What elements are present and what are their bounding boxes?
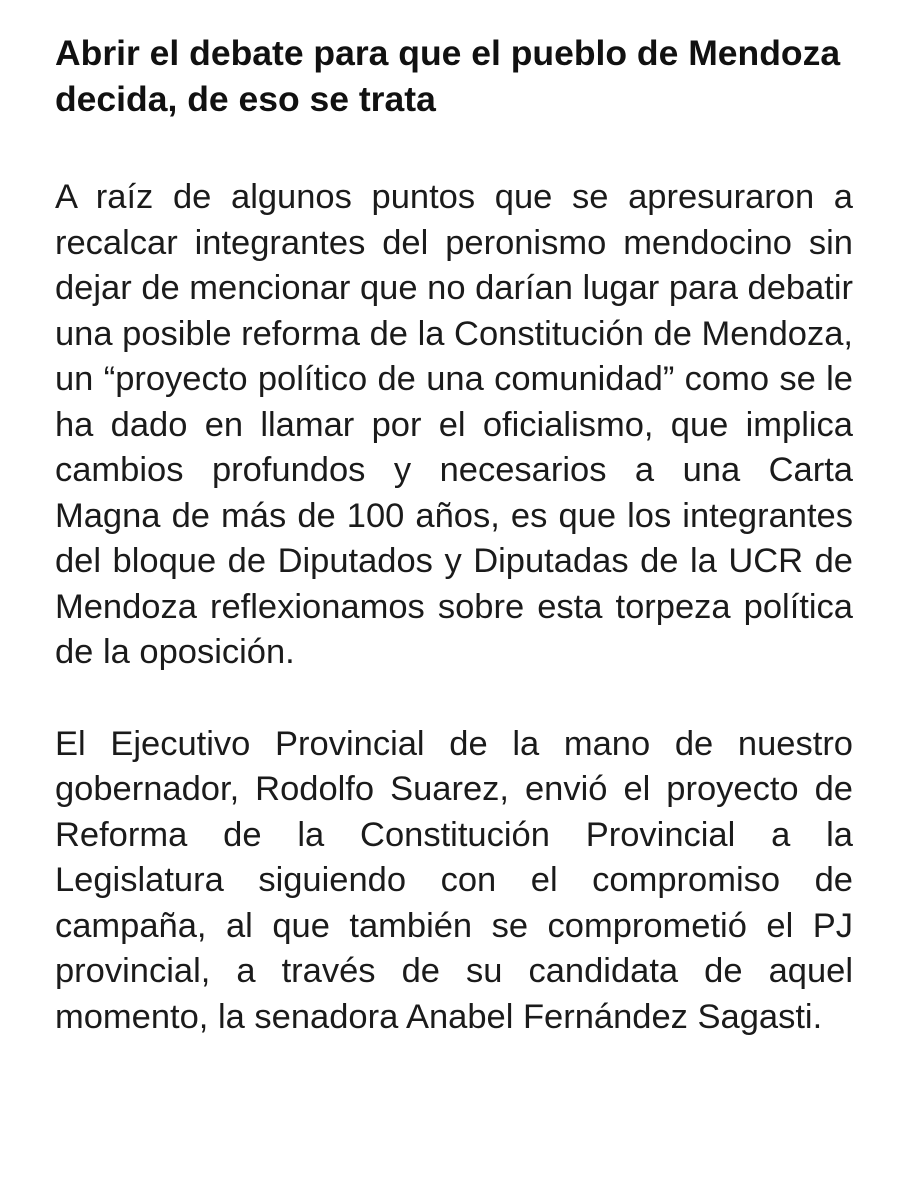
article-title: Abrir el debate para que el pueblo de Mendoza decida, de eso se trata: [55, 33, 841, 119]
document-page: [55, 30, 853, 1040]
article-paragraph-1: A raíz de algunos puntos que se apresuraron a recalcar integrantes del peronismo mendocino sin dejar de mencionar que no darían lugar para debatir una posible reforma de la Constitución de Mendoza, un “proyecto político de una comunidad” como se le ha dado en llamar por el oficialismo, que implica cambios profundos y necesarios a una Carta Magna de más de 100 años, es que los integrantes del bloque de Diputados y Diputadas de la UCR de Mendoza reflexionamos sobre esta torpeza política de la oposición.: [55, 178, 853, 671]
article-paragraph-2: El Ejecutivo Provincial de la mano de nuestro gobernador, Rodolfo Suarez, envió el proyecto de Reforma de la Constitución Provincial a la Legislatura siguiendo con el compromiso de campaña, al que también se comprometió el PJ provincial, a través de su candidata de aquel momento, la senadora Anabel Fernández Sagasti.: [55, 724, 853, 1036]
